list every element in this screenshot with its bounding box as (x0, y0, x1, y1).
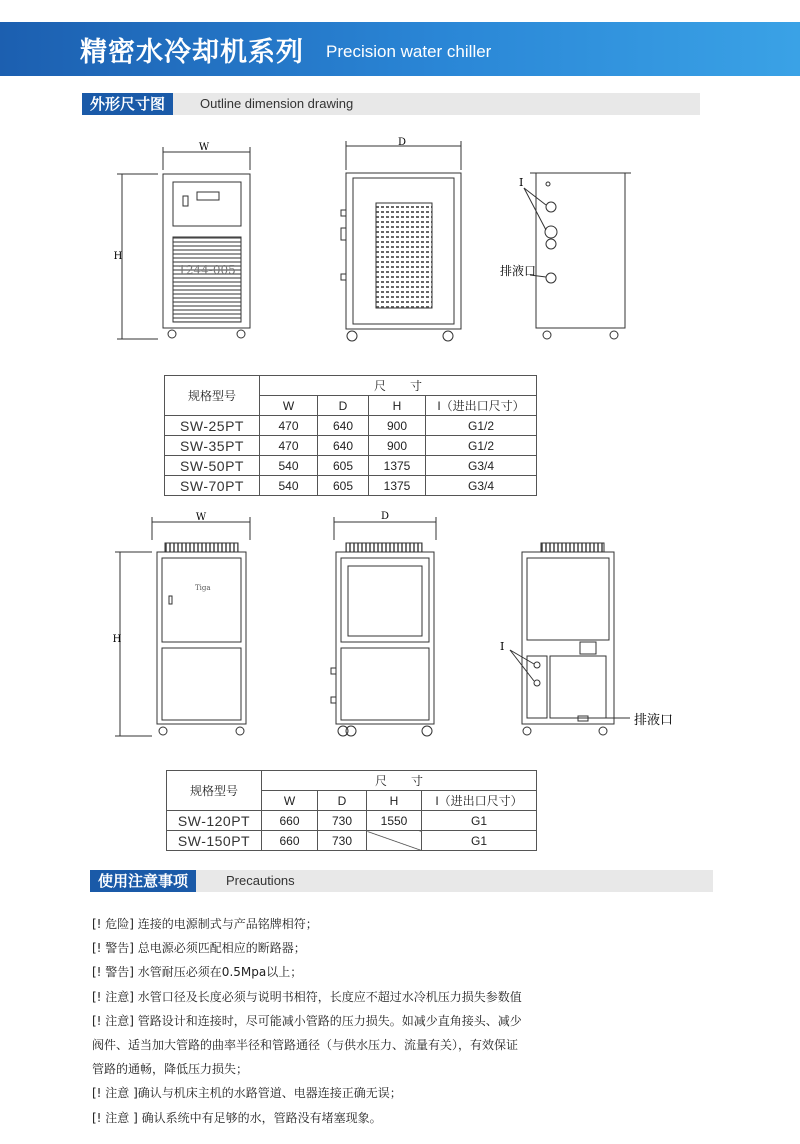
table-row: SW-50PT 540 605 1375 G3/4 (165, 456, 537, 476)
section-precautions-bar (90, 870, 713, 892)
col2-d: D (318, 791, 367, 811)
unit1-back (536, 173, 625, 328)
col-d: D (318, 396, 369, 416)
list-item: [! 危险] 连接的电源制式与产品铭牌相符； (92, 917, 318, 931)
w2-dim-label: W (195, 512, 207, 523)
table-row: SW-120PT 660 730 1550 G1 (167, 811, 537, 831)
header-banner (0, 22, 800, 76)
front-logo: Tiga (195, 584, 211, 592)
spec-table-1 (164, 375, 537, 496)
list-item: [! 警告] 水管耐压必须在0.5Mpa以上； (92, 965, 303, 980)
table-row: SW-70PT 540 605 1375 G3/4 (165, 476, 537, 496)
d-dim-label: D (397, 137, 407, 148)
model-header: 规格型号 (165, 376, 260, 416)
table-row: SW-35PT 470 640 900 G1/2 (165, 436, 537, 456)
page-title: 精密水冷却机系列 (80, 37, 304, 68)
col2-w: W (262, 791, 318, 811)
col2-i: I（进出口尺寸） (422, 791, 537, 811)
drain-label: 排液口 (500, 264, 537, 278)
h2-dim-label: H (112, 634, 122, 645)
h-dim-label: H (113, 251, 123, 262)
col-h: H (369, 396, 426, 416)
list-item: 管路的通畅，降低压力损失； (92, 1062, 249, 1077)
d2-dim-label: D (380, 511, 390, 522)
size-header: 尺 寸 (260, 376, 537, 396)
unit2-side (336, 552, 434, 724)
table-row: SW-25PT 470 640 900 G1/2 (165, 416, 537, 436)
i-label: I (519, 176, 524, 189)
col-i: I（进出口尺寸） (426, 396, 537, 416)
drain2-label: 排液口 (634, 713, 674, 728)
page-subtitle: Precision water chiller (326, 42, 492, 61)
list-item: 阀件、适当加大管路的曲率半径和管路通径（与供水压力、流量有关），有效保证 (92, 1038, 519, 1053)
panel-label: 1244-005 (178, 263, 236, 277)
section-precautions-en: Precautions (226, 873, 295, 888)
list-item: [! 注意 ]确认与机床主机的水路管道、电器连接正确无误； (92, 1086, 402, 1101)
spec-table-2 (166, 770, 537, 851)
unit2-front (157, 552, 246, 724)
table-row: SW-150PT 660 730 G1 (167, 831, 537, 851)
list-item: [! 警告] 总电源必须匹配相应的断路器； (92, 941, 306, 956)
section-precautions-tag: 使用注意事项 (90, 870, 196, 892)
list-item: [! 注意 ] 确认系统中有足够的水，管路没有堵塞现象。 (92, 1110, 382, 1125)
col2-h: H (367, 791, 422, 811)
col-w: W (260, 396, 318, 416)
w-dim-label: W (198, 142, 210, 153)
section-outline-bar (82, 93, 700, 115)
list-item: [! 注意] 管路设计和连接时，尽可能减小管路的压力损失。如减少直角接头、减少 (92, 1013, 522, 1028)
precautions-list (92, 912, 542, 1130)
i2-label: I (500, 640, 505, 653)
drawings-bottom (0, 505, 800, 745)
model-header-2: 规格型号 (167, 771, 262, 811)
unit2-back (522, 552, 614, 724)
list-item: [! 注意] 水管口径及长度必须与说明书相符，长度应不超过水冷机压力损失参数值 (92, 989, 522, 1004)
drawings-top (0, 130, 800, 350)
section-outline-tag: 外形尺寸图 (82, 93, 173, 115)
size-header-2: 尺 寸 (262, 771, 537, 791)
empty-h-cell (367, 831, 422, 851)
section-outline-en: Outline dimension drawing (200, 96, 354, 111)
